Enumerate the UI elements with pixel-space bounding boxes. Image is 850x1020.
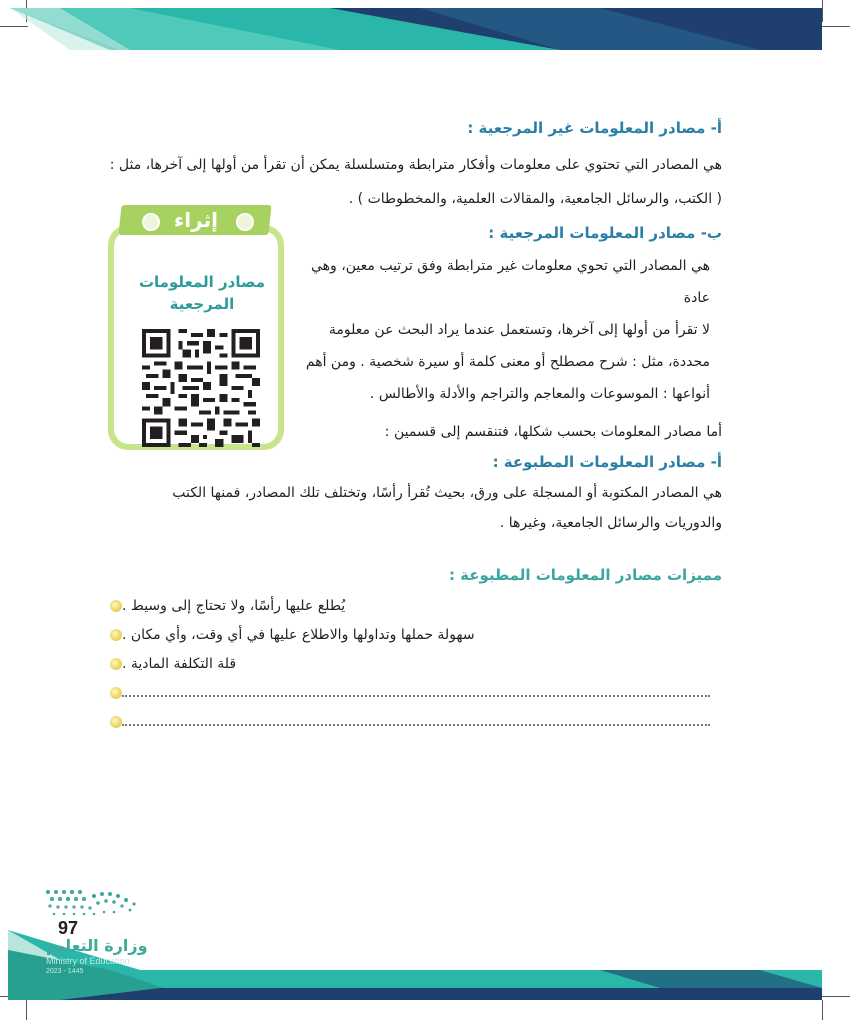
list-item: يُطلع عليها رأسًا، ولا تحتاج إلى وسيط . bbox=[100, 591, 710, 620]
section-b-paragraph bbox=[290, 250, 710, 410]
printed-heading: أ- مصادر المعلومات المطبوعة : bbox=[492, 453, 722, 471]
printed-line1: هي المصادر المكتوبة أو المسجلة على ورق، بحيث تُقرأ رأسًا، وتختلف تلك المصادر، فمنها الكتب bbox=[172, 485, 722, 501]
section-a-heading: أ- مصادر المعلومات غير المرجعية : bbox=[467, 119, 722, 137]
features-list bbox=[100, 591, 710, 736]
section-b-line: هي المصادر التي تحوي معلومات غير مترابطة وفق ترتيب معين، وهي عادة bbox=[310, 258, 710, 306]
intro-line: أما مصادر المعلومات بحسب شكلها، فتنقسم إلى قسمين : bbox=[384, 424, 722, 440]
bullet-icon bbox=[110, 600, 122, 612]
enrichment-title: إثراء bbox=[174, 208, 218, 232]
edition-year: 2023 - 1445 bbox=[46, 968, 84, 975]
dotted-answer-line[interactable] bbox=[122, 695, 710, 697]
section-a-line1: هي المصادر التي تحتوي على معلومات وأفكار مترابطة ومتسلسلة يمكن أن تقرأ من أولها إلى آخرها، مثل : bbox=[109, 157, 722, 173]
dotted-answer-line[interactable] bbox=[122, 724, 710, 726]
header-banner bbox=[0, 0, 850, 60]
section-b-line: لا تقرأ من أولها إلى آخرها، وتستعمل عندما يراد البحث عن معلومة bbox=[328, 322, 710, 338]
section-b-line: محددة، مثل : شرح مصطلح أو معنى كلمة أو سيرة شخصية . ومن أهم bbox=[305, 354, 710, 370]
printed-line2: والدوريات والرسائل الجامعية، وغيرها . bbox=[499, 515, 722, 531]
bullet-icon bbox=[110, 658, 122, 670]
bullet-icon bbox=[110, 716, 122, 728]
features-heading: مميزات مصادر المعلومات المطبوعة : bbox=[448, 566, 722, 584]
enrichment-box bbox=[108, 205, 284, 450]
section-a-line2: ( الكتب، والرسائل الجامعية، والمقالات العلمية، والمخطوطات ) . bbox=[348, 191, 722, 207]
blank-list-item[interactable] bbox=[100, 678, 710, 707]
ministry-name-en: Ministry of Education bbox=[46, 956, 130, 966]
section-b-line: أنواعها : الموسوعات والمعاجم والتراجم والأدلة والأطالس . bbox=[369, 386, 710, 402]
bullet-icon bbox=[110, 687, 122, 699]
bullet-icon bbox=[110, 629, 122, 641]
page-number: 97 bbox=[58, 918, 79, 938]
section-b-heading: ب- مصادر المعلومات المرجعية : bbox=[488, 224, 722, 242]
ministry-name-ar: وزارة التعليم bbox=[46, 936, 148, 955]
list-item: سهولة حملها وتداولها والاطلاع عليها في أي وقت، وأي مكان . bbox=[100, 620, 710, 649]
blank-list-item[interactable] bbox=[100, 707, 710, 736]
enrichment-text: مصادر المعلومات المرجعية bbox=[138, 273, 266, 313]
list-item: قلة التكلفة المادية . bbox=[100, 649, 710, 678]
